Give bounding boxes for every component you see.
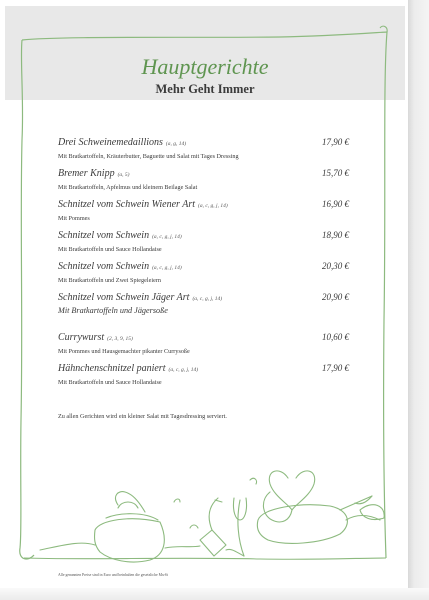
item-allergens: (a, c, g, j, 14) xyxy=(152,265,182,271)
whisk-icon xyxy=(238,500,244,556)
page-bottom-shade xyxy=(0,588,429,600)
heart-icon xyxy=(269,471,314,510)
item-allergens: (a, g, 14) xyxy=(165,141,187,147)
item-allergens: (a, c, g, j, 14) xyxy=(198,203,228,209)
item-price: 20,90 € xyxy=(322,292,349,302)
menu-item xyxy=(58,230,358,253)
item-name: Hähnchenschnitzel paniert xyxy=(58,363,166,374)
item-name: Schnitzel vom Schwein Wiener Art xyxy=(58,199,196,210)
item-name: Drei Schweinemedaillions xyxy=(58,137,163,148)
item-description: Mit Pommes xyxy=(58,215,90,222)
item-name: Schnitzel vom Schwein Jäger Art xyxy=(58,292,190,303)
item-allergens: (a, c, g, j, 14) xyxy=(168,367,199,373)
item-name: Schnitzel vom Schwein xyxy=(58,261,150,272)
item-allergens: (a, c, g, j, 14) xyxy=(192,296,223,302)
item-price: 10,60 € xyxy=(322,332,349,342)
item-description: Mit Bratkartoffeln und Sauce Hollandaise xyxy=(58,246,162,253)
menu-item xyxy=(58,261,358,284)
item-description: Mit Bratkartoffeln und Sauce Hollandaise xyxy=(58,379,162,386)
item-description: Mit Bratkartoffeln und Jägersoße xyxy=(58,306,168,315)
menu-item xyxy=(58,292,358,315)
item-price: 18,90 € xyxy=(322,230,349,240)
spatula-icon xyxy=(200,530,226,556)
pot-icon xyxy=(95,519,165,562)
page-subtitle: Mehr Geht Immer xyxy=(155,82,255,96)
menu-item xyxy=(58,137,358,160)
item-allergens: (a, c, g, j, 14) xyxy=(152,234,182,240)
page-edge-shadow xyxy=(408,0,429,600)
menu-item xyxy=(58,168,358,191)
menu-item xyxy=(58,199,358,222)
menu-item xyxy=(58,363,358,386)
item-price: 15,70 € xyxy=(322,168,349,178)
salad-note: Zu allen Gerichten wird ein kleiner Salat mit Tagesdressing serviert. xyxy=(58,413,227,420)
item-price: 17,90 € xyxy=(322,137,349,147)
item-allergens: (2, 3, 9, 15) xyxy=(107,336,133,342)
item-price: 20,30 € xyxy=(322,261,349,271)
leaf-icon xyxy=(360,505,384,520)
menu-item xyxy=(58,332,358,355)
item-description: Mit Pommes und Hausgemachter pikanter Currysoße xyxy=(58,348,190,355)
item-price: 16,90 € xyxy=(322,199,349,209)
item-price: 17,90 € xyxy=(322,363,349,373)
item-description: Mit Bratkartoffeln, Kräuterbutter, Baguette und Salat mit Tages Dressing xyxy=(58,153,239,160)
item-name: Bremer Knipp xyxy=(58,168,115,179)
item-description: Mit Bratkartoffeln und Zwei Spiegeleiern xyxy=(58,277,161,284)
pan-icon xyxy=(257,505,347,544)
page-title: Hauptgerichte xyxy=(141,54,269,79)
item-name: Currywurst xyxy=(58,332,105,343)
price-footnote: Alle genannten Preise sind in Euro und beinhalten die gesetzliche MwSt xyxy=(58,573,168,577)
item-name: Schnitzel vom Schwein xyxy=(58,230,150,241)
item-description: Mit Bratkartoffeln, Apfelmus und kleinem Beilage Salat xyxy=(58,184,198,191)
item-allergens: (a, 5) xyxy=(117,172,130,178)
